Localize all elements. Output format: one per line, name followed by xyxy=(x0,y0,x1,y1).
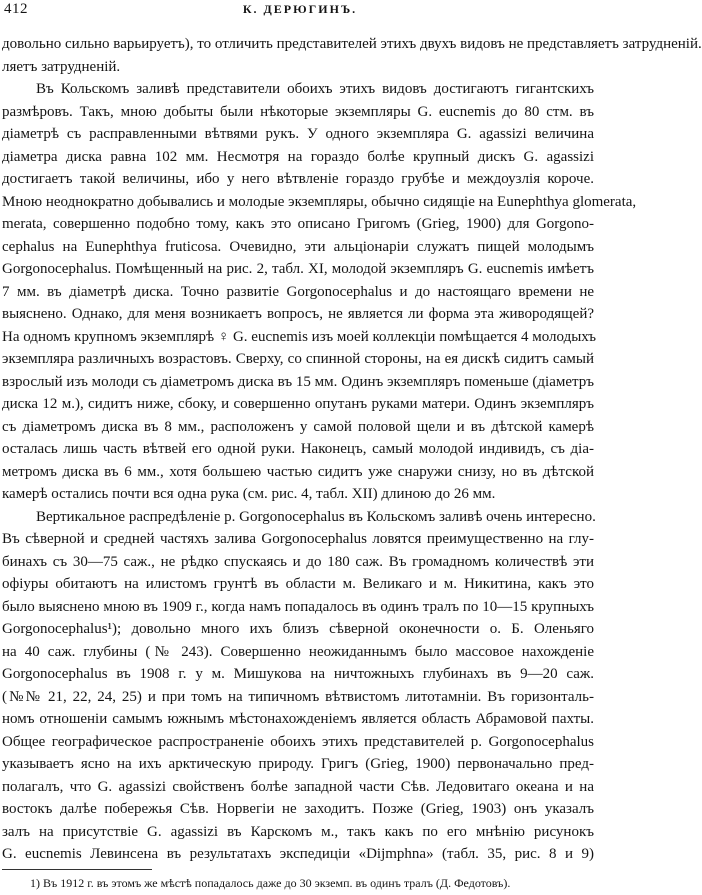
text-line: довольно сильно варьируетъ), то отличить представителей этихъ двухъ видовъ не представляетъ затрудненій. xyxy=(2,36,702,52)
text-line: Въ Кольскомъ заливѣ представители обоихъ этихъ видовъ достигаютъ гигантскихъ xyxy=(36,81,594,97)
text-line: На одномъ крупномъ экземплярѣ ♀ G. eucnemis изъ моей коллекціи помѣщается 4 молодыхъ xyxy=(2,328,596,345)
text-line: диска 12 м.), сидитъ ниже, сбоку, и совершенно опутанъ руками матери. Одинъ экземпляръ xyxy=(2,396,594,412)
text-line: осталась лишь часть вѣтвей его одной руки. Наконецъ, самый молодой индивидъ, съ діа- xyxy=(2,441,594,457)
text-line: бинахъ съ 30—75 саж., не рѣдко спускаясь и до 180 саж. Въ громадномъ количествѣ эти xyxy=(2,553,594,570)
page-number: 412 xyxy=(4,1,28,17)
text-line: Gorgonocephalus. Помѣщенный на рис. 2, табл. XI, молодой экземпляръ G. eucnemis имѣетъ xyxy=(2,261,594,277)
text-line: 7 мм. въ діаметрѣ диска. Точно развитіе Gorgonocephalus и до настоящаго времени не xyxy=(2,283,594,300)
text-line: размѣровъ. Такъ, мною добыты были нѣкоторые экземпляры G. eucnemis до 80 стм. въ xyxy=(2,103,594,120)
text-line: камерѣ остались почти вся одна рука (см. рис. 4, табл. XII) длиною до 26 мм. xyxy=(2,486,496,502)
text-line: номъ отношеніи самымъ южнымъ мѣстонахожденіемъ является область Абрамовой пахты. xyxy=(2,711,594,727)
text-line: взрослый изъ молоди съ діаметромъ диска въ 15 мм. Одинъ экземпляръ поменьше (діаметръ xyxy=(2,373,594,390)
text-line: на 40 саж. глубины (№ 243). Совершенно неожиданнымъ было массовое нахожденіе xyxy=(2,643,594,660)
text-line: залъ на присутствіе G. agassizi въ Карскомъ м., такъ какъ по его мнѣнію рисунокъ xyxy=(2,823,594,840)
text-line: востокъ далѣе побережья Сѣв. Норвегіи не заходитъ. Позже (Grieg, 1903) онъ указалъ xyxy=(2,801,594,817)
text-line: ляетъ затрудненій. xyxy=(2,58,121,75)
text-line: Въ сѣверной и средней частяхъ залива Gorgonocephalus ловятся преимущественно на глу- xyxy=(2,531,594,547)
text-line: полагалъ, что G. agassizi свойственъ болѣе западной части Сѣв. Ледовитаго океана и на xyxy=(2,778,594,795)
text-line: Мною неоднократно добывались и молодые экземпляры, обычно сидящіе на Eunephthya glomerata, xyxy=(2,193,637,210)
text-line: метромъ диска въ 6 мм., хотя большею частью сидитъ уже снаружи снизу, но въ дѣтской xyxy=(2,463,594,480)
text-line: выяснено. Однако, для меня возникаетъ вопросъ, не является ли форма эта живородящей? xyxy=(2,306,594,322)
text-line: указываетъ ясно на ихъ арктическую природу. Григъ (Grieg, 1900) первоначально пред- xyxy=(2,756,594,772)
text-line: Gorgonocephalus¹); довольно много ихъ близъ сѣверной оконечности о. Б. Оленьяго xyxy=(2,621,594,637)
text-line: Вертикальное распредѣленіе р. Gorgonocephalus въ Кольскомъ заливѣ очень интересно. xyxy=(36,508,596,525)
text-line: cephalus на Eunephthya fruticosa. Очевидно, эти альціонаріи служатъ пищей молодымъ xyxy=(2,238,594,255)
text-line: Gorgonocephalus въ 1908 г. у м. Мишукова на ничтожныхъ глубинахъ въ 9—20 саж. xyxy=(2,666,594,682)
text-line: офіуры обитаютъ на илистомъ грунтѣ въ области м. Великаго и м. Никитина, какъ это xyxy=(2,576,594,592)
text-line: достигаетъ такой величины, ибо у него вѣтвленіе гораздо грубѣе и междоузлія короче. xyxy=(2,171,594,187)
footnote: 1) Въ 1912 г. въ этомъ же мѣстѣ попадалось даже до 30 экземп. въ одинъ тралъ (Д. Федотовъ). xyxy=(30,876,511,890)
text-line: діаметра диска равна 102 мм. Несмотря на гораздо болѣе крупный дискъ G. agassizi xyxy=(2,148,594,165)
text-line: G. eucnemis Левинсена въ результатахъ экспедиціи «Dijmphna» (табл. 35, рис. 8 и 9) xyxy=(2,846,594,862)
text-line: merata, совершенно подобно тому, какъ это описано Григомъ (Grieg, 1900) для Gorgono- xyxy=(2,216,594,232)
running-head xyxy=(4,0,596,20)
text-line: (№№ 21, 22, 24, 25) и при томъ на типичномъ вѣтвистомъ литотамніи. Въ горизонталь- xyxy=(2,688,594,705)
body-text xyxy=(2,33,702,866)
text-line: экземпляра различныхъ возрастовъ. Сверху, со спинной стороны, на ея дискѣ сидитъ самый xyxy=(2,351,594,367)
text-line: Общее географическое распространеніе обоихъ этихъ представителей р. Gorgonocephalus xyxy=(2,733,594,750)
running-title: К. ДЕРЮГИНЪ. xyxy=(242,2,358,16)
text-line: было выяснено мною въ 1909 г., когда намъ попадалось въ одинъ тралъ по 10—15 крупныхъ xyxy=(2,598,594,615)
text-line: діаметрѣ съ расправленными вѣтвями рукъ. У одного экземпляра G. agassizi величина xyxy=(2,126,594,142)
footnote-divider xyxy=(2,869,152,870)
text-line: съ діаметромъ диска въ 8 мм., расположенъ у самой половой щели и въ дѣтской камерѣ xyxy=(2,418,594,435)
